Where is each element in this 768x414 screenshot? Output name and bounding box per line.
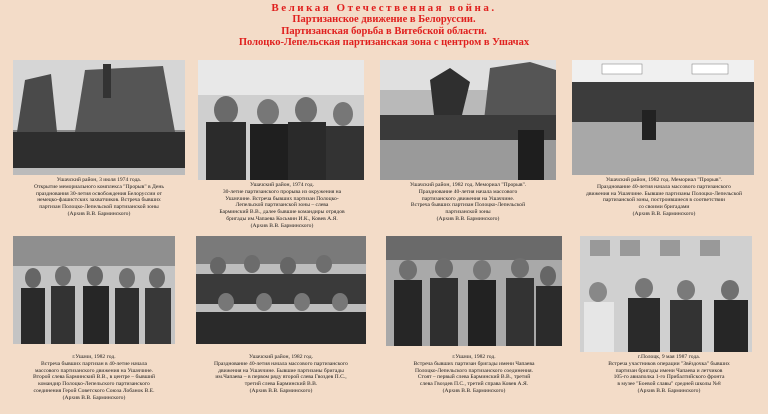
subtitle-line-2: Партизанская борьба в Витебской области.: [281, 25, 487, 37]
caption-memorial-1982-crowd: Ушачский район, 1982 год. Мемориал "Прорыв". Празднование 40-летия начала массового партизанского движения на Ушаччине. Встреча бывших партизан Полоцко-Лепельской партизанской зоны (Архив В.В. Барминского): [409, 182, 527, 222]
photo-veterans-1974: [198, 60, 364, 180]
caption-ushachi-1982-veterans: г.Ушачи, 1982 год. Встреча бывших партизан бригады имени Чапаева Полоцко-Лепельского партизанского соединения. Стоят – первый слева Барминский В.В., третий слева Гвоздев П.С., третий справа Ковев А.Я. (Архив В.В. Барминского): [413, 354, 535, 394]
photo-memorial-opening-1974: [13, 60, 185, 175]
photo-chapaev-brigade-1982: [196, 236, 366, 344]
caption-chapaev-brigade-1982: Ушачский район, 1982 год. Празднование 40-летия начала массового партизанского движения на Ушаччине. Бывшие партизаны бригады им.Чапаева – в первом ряду второй слева Гвоздев П.С., третий слева Барминский В.В. (Архив В.В. Барминского): [214, 354, 348, 394]
caption-memorial-opening-1974: Ушачский район, 3 июля 1974 года. Открытие мемориального комплекса "Прорыв" в День празднования 30-летия освобождения Белоруссии от немецко-фашистских захватчиков. Встреча бывших партизан Полоцко-Лепельской партизанской зоны (Архив В.В. Барминского): [34, 177, 164, 217]
photo-ushachi-1982-group: [13, 236, 175, 344]
subtitle-line-1: Партизанское движение в Белоруссии.: [292, 14, 476, 25]
photo-memorial-1982-brigades: [572, 60, 754, 175]
photo-polotsk-1987-museum: [580, 236, 752, 352]
caption-memorial-1982-brigades: Ушачский район, 1982 год. Мемориал "Прорыв". Празднование 40-летия начала массового партизанского движения на Ушаччине. Бывшие партизаны Полоцко-Лепельской партизанской зоны, построившиеся в соответствии со своими бригадами (Архив В.В. Барминского): [586, 177, 742, 217]
caption-ushachi-1982-group: г.Ушачи, 1982 год. Встреча бывших партизан в 40-летие начала массового партизанского движения на Ушаччине. Второй слева Барминский В.В., в центре – бывший командир Полоцко-Лепельского партизанского соединения Герой Советского Союза Лобанок В.Е. (Архив В.В. Барминского): [32, 354, 156, 401]
caption-veterans-1974: Ушачский район, 1974 год. 30-летие партизанского прорыва из окружения на Ушаччине. Встреча бывших партизан Полоцко- Лепельской партизанской зоны – слева Барминский В.В., далее бывшие командиры отрядов бригады им.Чапаева Косьмин И.К., Ковев А.Я. (Архив В.В. Барминского): [219, 182, 345, 229]
photo-ushachi-1982-veterans: [386, 236, 562, 346]
caption-polotsk-1987-museum: г.Полоцк, 9 мая 1987 года. Встреча участников операции "Звёздочка" бывших партизан бригады имени Чапаева и летчиков 105-го авиаполка 1-го Прибалтийского фронта в музее "Боевой славы" средней школы №8 (Архив В.В. Барминского): [608, 354, 730, 394]
subtitle-line-3: Полоцко-Лепельская партизанская зона с центром в Ушачах: [238, 37, 530, 48]
page-title: Великая Отечественная война.: [271, 2, 497, 14]
photo-memorial-1982-crowd: [380, 60, 556, 180]
page-header: [0, 2, 768, 49]
